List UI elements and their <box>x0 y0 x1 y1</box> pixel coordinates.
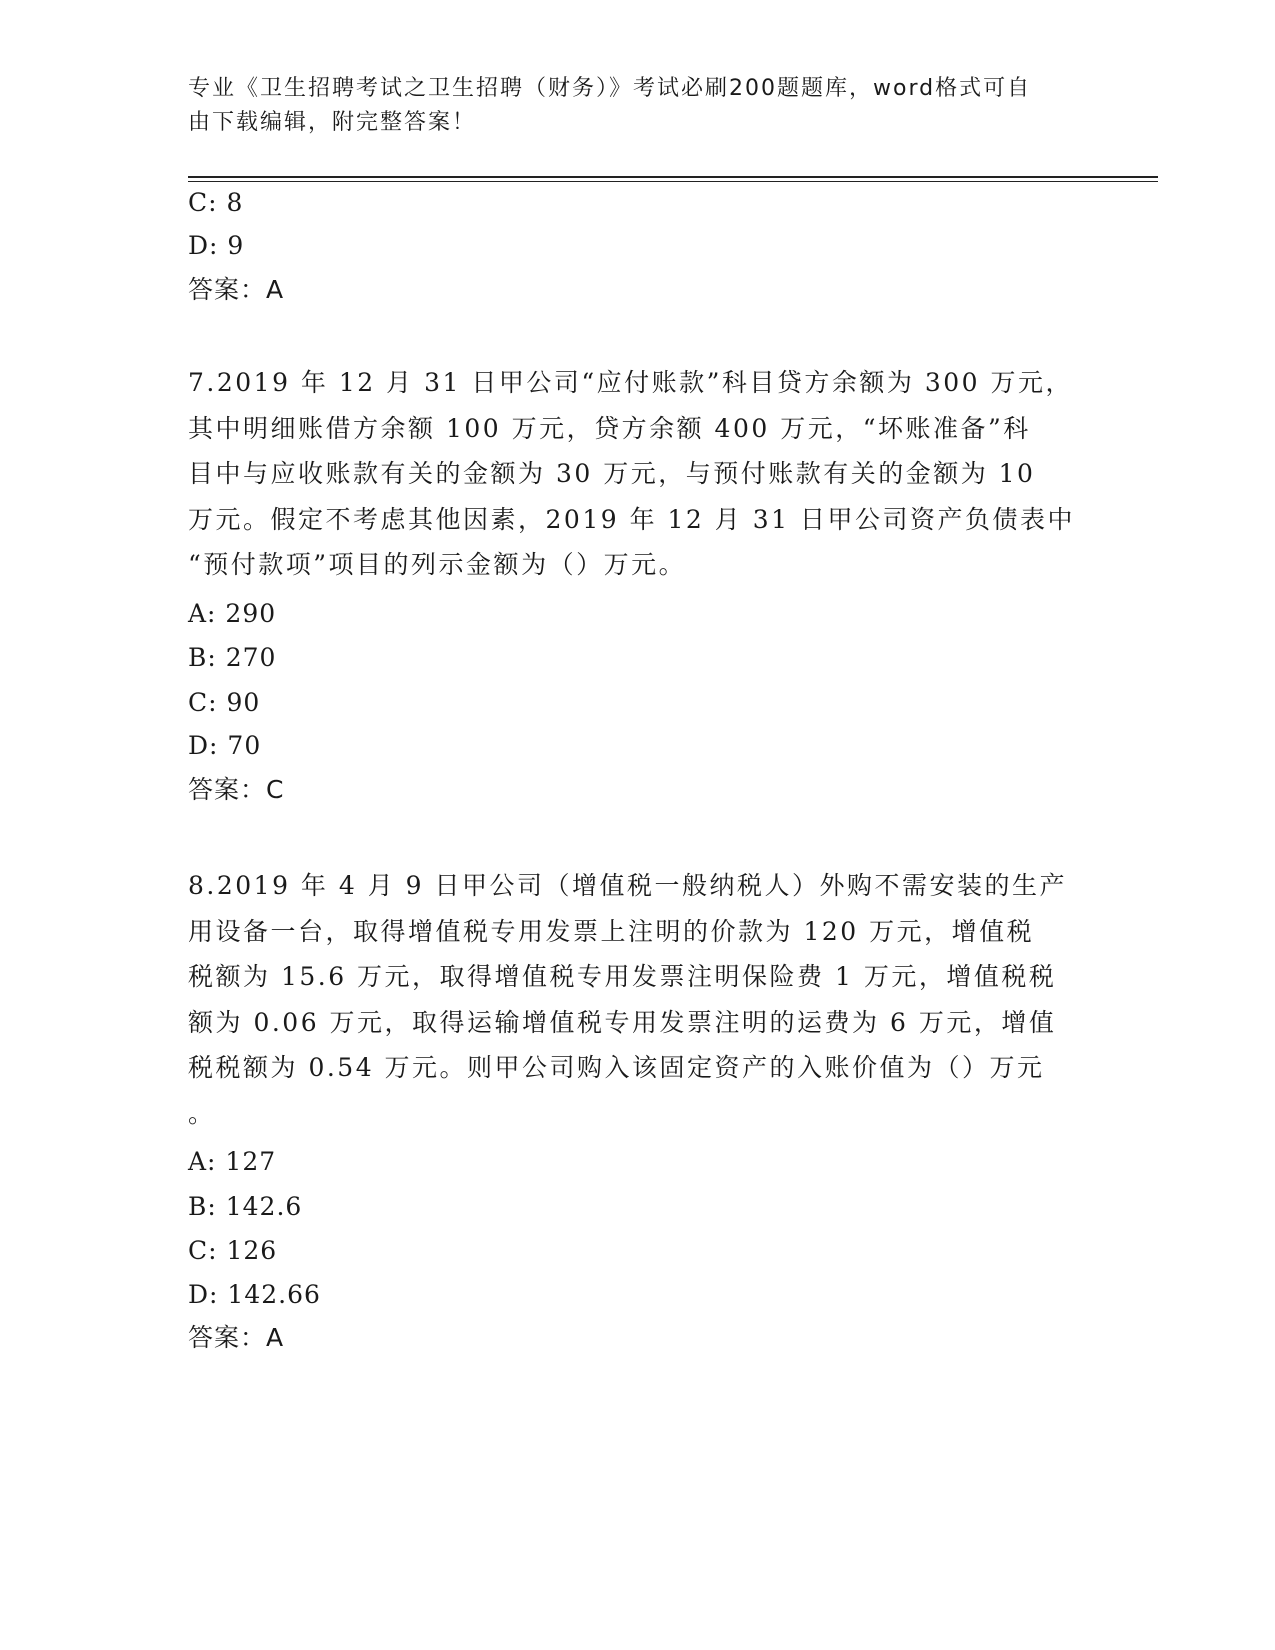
question-8-option-d: D: 142.66 <box>188 1280 321 1309</box>
question-7-option-a: A: 290 <box>188 599 277 628</box>
question-8-answer: 答案：A <box>188 1323 285 1352</box>
question-8-option-c: C: 126 <box>188 1236 278 1265</box>
header-rule-thin <box>188 181 1158 182</box>
prev-answer: 答案：A <box>188 275 285 304</box>
question-7-line: “预付款项”项目的列示金额为（）万元。 <box>188 550 687 579</box>
question-7-line: 目中与应收账款有关的金额为 30 万元，与预付账款有关的金额为 10 <box>188 459 1036 488</box>
question-8-line: 8.2019 年 4 月 9 日甲公司（增值税一般纳税人）外购不需安装的生产 <box>188 871 1068 900</box>
question-7-text <box>188 360 1088 588</box>
question-7-line: 其中明细账借方余额 100 万元，贷方余额 400 万元，“坏账准备”科 <box>188 413 1031 443</box>
header-line-1: 专业《卫生招聘考试之卫生招聘（财务）》考试必刷200题题库，word格式可自 <box>188 76 1032 101</box>
prev-option-c: C: 8 <box>188 188 244 217</box>
document-header <box>188 72 1068 140</box>
question-7-option-b: B: 270 <box>188 643 277 672</box>
question-8-option-a: A: 127 <box>188 1147 277 1176</box>
question-8-line: 税额为 15.6 万元，取得增值税专用发票注明保险费 1 万元，增值税税 <box>188 962 1057 991</box>
question-7-option-d: D: 70 <box>188 731 262 760</box>
question-7-option-c: C: 90 <box>188 688 261 717</box>
header-line-2: 由下载编辑，附完整答案！ <box>188 110 477 135</box>
question-8-option-b: B: 142.6 <box>188 1192 303 1221</box>
question-7-line: 万元。假定不考虑其他因素，2019 年 12 月 31 日甲公司资产负债表中 <box>188 504 1075 534</box>
question-8-line: 。 <box>188 1098 216 1128</box>
question-8-line: 用设备一台，取得增值税专用发票上注明的价款为 120 万元，增值税 <box>188 916 1035 946</box>
question-8-text <box>188 863 1088 1136</box>
question-8-line: 额为 0.06 万元，取得运输增值税专用发票注明的运费为 6 万元，增值 <box>188 1007 1057 1037</box>
question-7-answer: 答案：C <box>188 775 285 804</box>
prev-option-d: D: 9 <box>188 231 245 260</box>
question-7-line: 7.2019 年 12 月 31 日甲公司“应付账款”科目贷方余额为 300 万元， <box>188 368 1074 397</box>
header-rule-thick <box>188 176 1158 178</box>
question-8-line: 税税额为 0.54 万元。则甲公司购入该固定资产的入账价值为（）万元 <box>188 1053 1045 1082</box>
